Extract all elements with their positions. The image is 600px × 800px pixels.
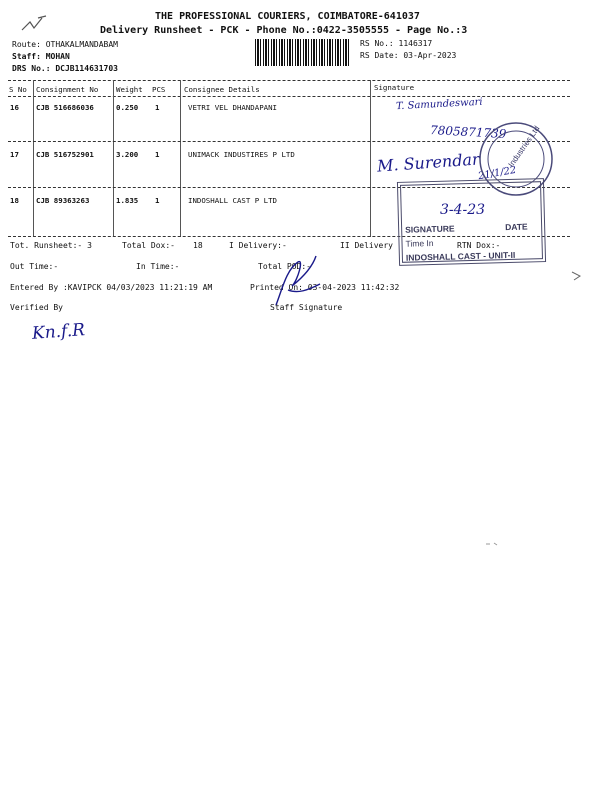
table-header-rule (8, 96, 570, 97)
row-weight: 1.835 (116, 196, 139, 205)
scribble-mark (20, 14, 50, 36)
margin-mark (570, 268, 584, 282)
stamp-handwritten-date: 3-4-23 (440, 202, 486, 218)
col-consignment: Consignment No (36, 85, 99, 94)
col-signature: Signature (374, 83, 415, 92)
row-pcs: 1 (155, 103, 160, 112)
staff-signature: Staff Signature (270, 303, 343, 312)
column-divider (33, 80, 34, 237)
stamp-company: INDOSHALL CAST - UNIT-II (405, 249, 516, 263)
total-dox-value: 18 (193, 241, 203, 250)
stamp-signature-label: SIGNATURE (405, 223, 455, 235)
total-pod: Total POD:- (258, 262, 311, 271)
row-consignee: VETRI VEL DHANDAPANI (188, 103, 277, 112)
total-dox-label: Total Dox:- (122, 241, 175, 250)
rs-number: RS No.: 1146317 (360, 39, 433, 48)
company-title: THE PROFESSIONAL COURIERS, COIMBATORE-641037 (155, 11, 420, 22)
entered-by: Entered By :KAVIPCK 04/03/2023 11:21:19 AM (10, 283, 213, 292)
column-divider (180, 80, 181, 237)
row16-signature: T. Samundeswari (395, 96, 483, 113)
row17-signature: M. Surendar (376, 149, 481, 176)
table-top-rule (8, 80, 570, 81)
verified-initials: Kn.f.R (31, 320, 86, 344)
row-pcs: 1 (155, 150, 160, 159)
col-weight: Weight (116, 85, 143, 94)
drs-number: DRS No.: DCJB114631703 (12, 64, 118, 73)
row-sno: 16 (10, 103, 19, 112)
verified-by: Verified By (10, 303, 63, 312)
row-consignee: UNIMACK INDUSTIRES P LTD (188, 150, 295, 159)
out-time: Out Time:- (10, 262, 59, 271)
col-consignee: Consignee Details (184, 85, 260, 94)
ii-delivery: II Delivery (340, 241, 393, 250)
speck-mark (484, 540, 500, 548)
row-sno: 18 (10, 196, 19, 205)
printed-on: Printed On: 03-04-2023 11:42:32 (250, 283, 400, 292)
barcode (255, 39, 351, 66)
rs-date: RS Date: 03-Apr-2023 (360, 51, 457, 60)
staff-label: Staff: MOHAN (12, 52, 70, 61)
rtn-dox: RTN Dox:- (457, 241, 501, 250)
col-sno: S No (9, 85, 27, 94)
stamp-time-label: Time In (405, 238, 434, 249)
receipt-stamp (397, 178, 546, 266)
row-pcs: 1 (155, 196, 160, 205)
row-sno: 17 (10, 150, 19, 159)
tot-runsheet: Tot. Runsheet:- 3 (10, 241, 92, 250)
row16-phone: 7805871739 (429, 123, 507, 141)
row-weight: 3.200 (116, 150, 139, 159)
staff-signature-scribble (268, 250, 328, 312)
row-consignment: CJB 89363263 (36, 196, 90, 205)
col-pcs: PCS (152, 85, 166, 94)
seal-text: Industries Ltd (506, 124, 542, 169)
i-delivery: I Delivery:- (229, 241, 287, 250)
runsheet-title: Delivery Runsheet - PCK - Phone No.:0422-3505555 - Page No.:3 (100, 25, 468, 36)
row17-note: 21/1/22 (477, 164, 518, 183)
column-divider (113, 80, 114, 237)
row-consignee: INDOSHALL CAST P LTD (188, 196, 277, 205)
row-consignment: CJB 516686036 (36, 103, 94, 112)
column-divider (370, 80, 371, 237)
row-weight: 0.250 (116, 103, 139, 112)
in-time: In Time:- (136, 262, 180, 271)
stamp-date-label: DATE (505, 221, 528, 233)
route-label: Route: OTHAKALMANDABAM (12, 40, 118, 49)
row-consignment: CJB 516752901 (36, 150, 94, 159)
